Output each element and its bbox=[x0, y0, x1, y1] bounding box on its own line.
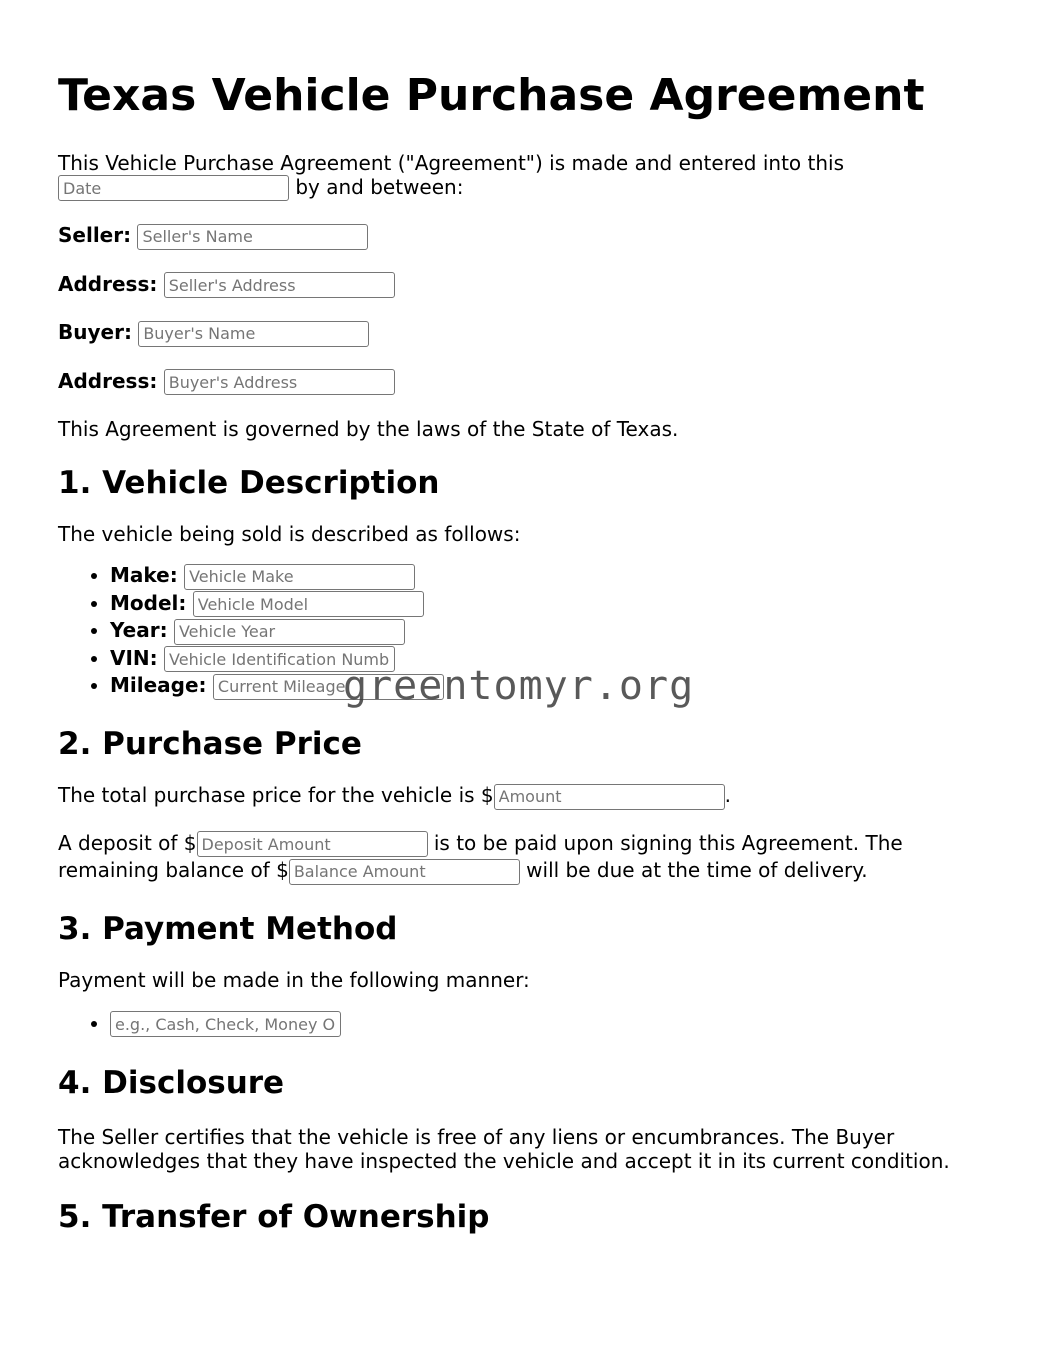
model-label: Model: bbox=[110, 590, 187, 615]
seller-address-label: Address: bbox=[58, 271, 158, 296]
watermark: greentomyr.org bbox=[343, 663, 695, 709]
year-label: Year: bbox=[110, 618, 168, 643]
model-input[interactable] bbox=[193, 591, 424, 617]
total-price-text: The total purchase price for the vehicle is $ bbox=[58, 783, 494, 808]
transfer-heading: 5. Transfer of Ownership bbox=[58, 1198, 490, 1235]
balance-amount-input[interactable] bbox=[289, 859, 520, 885]
make-label: Make: bbox=[110, 563, 178, 588]
seller-address-input[interactable] bbox=[164, 272, 395, 298]
mileage-label: Mileage: bbox=[110, 673, 207, 698]
seller-address-row bbox=[58, 272, 998, 299]
list-item bbox=[110, 562, 998, 590]
seller-row bbox=[58, 223, 998, 250]
payment-method-input[interactable] bbox=[110, 1011, 341, 1037]
buyer-address-row bbox=[58, 369, 998, 396]
list-item bbox=[110, 645, 998, 673]
vin-label: VIN: bbox=[110, 645, 158, 670]
list-item bbox=[110, 672, 998, 700]
vehicle-intro: The vehicle being sold is described as follows: bbox=[58, 522, 521, 547]
buyer-label: Buyer: bbox=[58, 320, 132, 345]
price-heading: 2. Purchase Price bbox=[58, 725, 362, 762]
disclosure-heading: 4. Disclosure bbox=[58, 1065, 285, 1102]
payment-list bbox=[58, 1010, 998, 1038]
date-input[interactable] bbox=[58, 175, 289, 201]
buyer-address-input[interactable] bbox=[164, 369, 395, 395]
deposit-paragraph bbox=[58, 830, 998, 885]
make-input[interactable] bbox=[184, 564, 415, 590]
seller-label: Seller: bbox=[58, 223, 132, 248]
vin-input[interactable] bbox=[164, 646, 395, 672]
total-price-paragraph bbox=[58, 783, 998, 810]
list-item bbox=[110, 590, 998, 618]
balance-after-text: will be due at the time of delivery. bbox=[519, 858, 868, 883]
vehicle-heading: 1. Vehicle Description bbox=[58, 465, 440, 502]
year-input[interactable] bbox=[174, 619, 405, 645]
amount-input[interactable] bbox=[494, 784, 725, 810]
payment-heading: 3. Payment Method bbox=[58, 910, 398, 947]
page-title: Texas Vehicle Purchase Agreement bbox=[58, 70, 925, 121]
vehicle-list bbox=[58, 562, 998, 700]
deposit-after-text: is to be paid upon signing this Agreement. The remaining balance of $ bbox=[58, 830, 903, 883]
payment-intro: Payment will be made in the following manner: bbox=[58, 967, 530, 992]
total-price-end: . bbox=[724, 783, 731, 808]
list-item bbox=[110, 617, 998, 645]
disclosure-text: The Seller certifies that the vehicle is free of any liens or encumbrances. The Buyer acknowledges that they have inspected the vehicle and accept it in its current condition. bbox=[58, 1124, 950, 1173]
intro-text: This Vehicle Purchase Agreement ("Agreement") is made and entered into this bbox=[58, 150, 844, 175]
deposit-text: A deposit of $ bbox=[58, 830, 197, 855]
intro-text-after: by and between: bbox=[289, 174, 464, 199]
buyer-row bbox=[58, 320, 998, 347]
buyer-address-label: Address: bbox=[58, 368, 158, 393]
list-item bbox=[110, 1010, 998, 1038]
buyer-name-input[interactable] bbox=[138, 321, 369, 347]
governing-law-text: This Agreement is governed by the laws of the State of Texas. bbox=[58, 417, 679, 442]
mileage-input[interactable] bbox=[213, 674, 444, 700]
deposit-amount-input[interactable] bbox=[197, 831, 428, 857]
intro-paragraph bbox=[58, 151, 998, 202]
agreement-document bbox=[58, 70, 998, 1236]
seller-name-input[interactable] bbox=[137, 224, 368, 250]
